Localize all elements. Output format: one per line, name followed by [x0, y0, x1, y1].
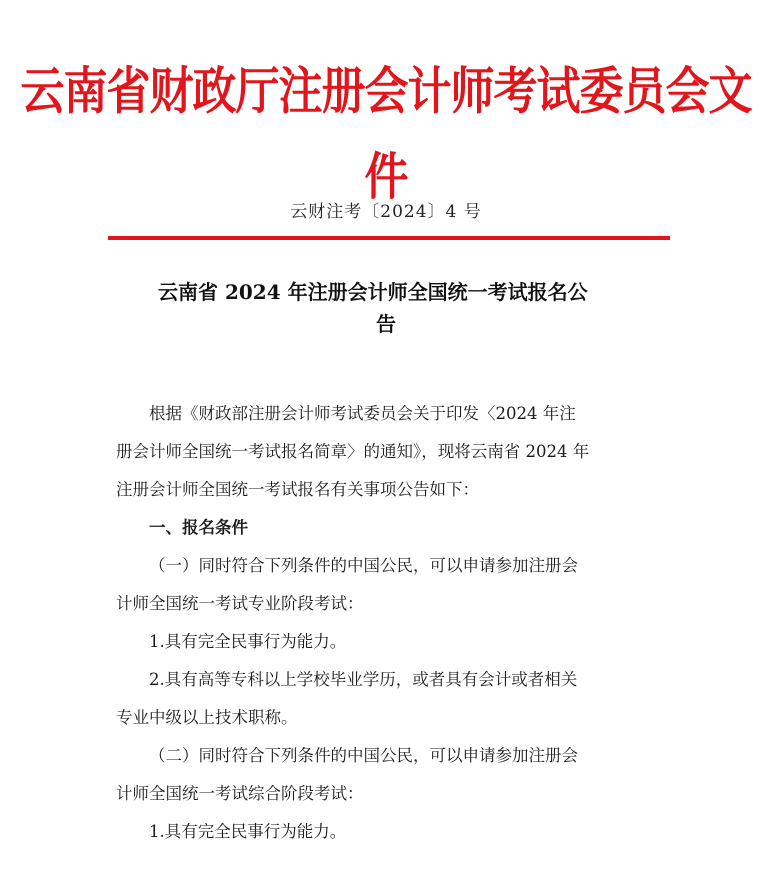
sub2-item1: 1.具有完全民事行为能力。	[149, 822, 347, 841]
sub1-item2-line2: 专业中级以上技术职称。	[116, 708, 298, 727]
sub2-line2: 计师全国统一考试综合阶段考试：	[116, 784, 364, 803]
sub1-item2-line1: 2.具有高等专科以上学校毕业学历，或者具有会计或者相关	[149, 670, 578, 689]
notice-body	[116, 395, 660, 851]
sub1-line1: （一）同时符合下列条件的中国公民，可以申请参加注册会	[149, 556, 578, 575]
red-divider-line	[108, 236, 670, 240]
document-number: 云财注考〔2024〕4 号	[290, 202, 482, 222]
para1-line3: 注册会计师全国统一考试报名有关事项公告如下：	[116, 480, 479, 499]
sub2-line1: （二）同时符合下列条件的中国公民，可以申请参加注册会	[149, 746, 578, 765]
para1-line1: 根据《财政部注册会计师考试委员会关于印发〈2024 年注	[149, 404, 576, 423]
section1-heading: 一、报名条件	[149, 518, 248, 537]
notice-title-line1: 云南省 2024 年注册会计师全国统一考试报名公	[158, 280, 588, 304]
notice-title-line2: 告	[376, 312, 396, 336]
sub1-line2: 计师全国统一考试专业阶段考试：	[116, 594, 364, 613]
masthead-title: 云南省财政厅注册会计师考试委员会文件	[20, 62, 752, 207]
para1-line2: 册会计师全国统一考试报名简章〉的通知》，现将云南省 2024 年	[116, 442, 590, 461]
notice-title	[158, 276, 658, 340]
sub1-item1: 1.具有完全民事行为能力。	[149, 632, 347, 651]
